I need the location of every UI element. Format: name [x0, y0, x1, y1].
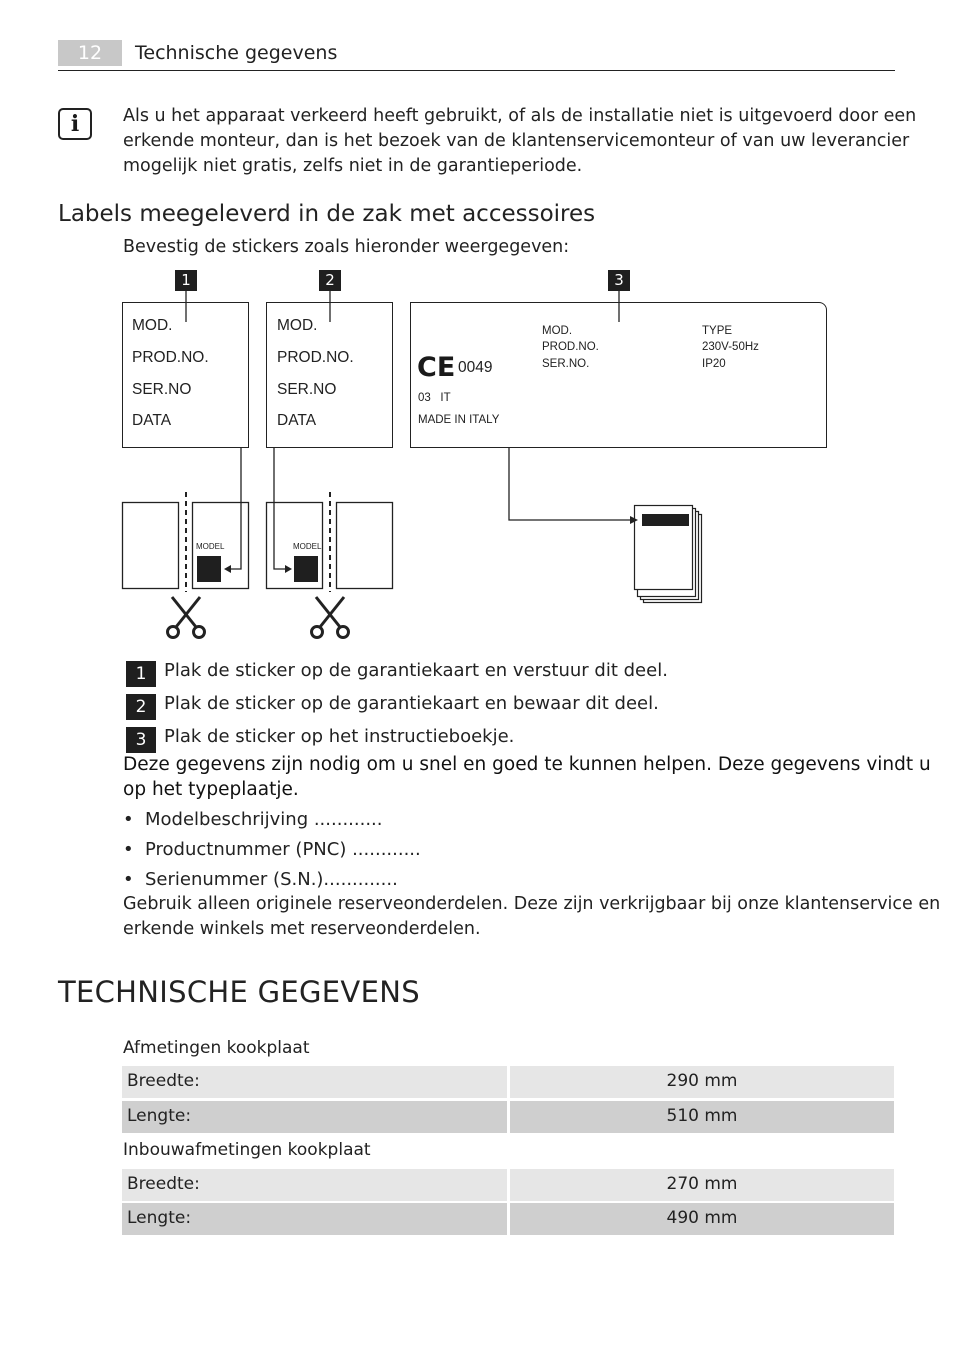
table-title: Afmetingen kookplaat [123, 1038, 310, 1058]
sticker-field: SER.NO [277, 381, 337, 398]
row-value: 490 mm [510, 1203, 894, 1235]
row-label: Breedte: [122, 1066, 507, 1098]
bullet-item: • Modelbeschrijving ............ [123, 809, 383, 830]
row-value: 510 mm [510, 1101, 894, 1133]
step-text: Plak de sticker op de garantiekaart en bewaar dit deel. [164, 693, 659, 714]
step-text: Plak de sticker op de garantiekaart en verstuur dit deel. [164, 660, 668, 681]
bullet-item: • Productnummer (PNC) ............ [123, 839, 421, 860]
page-number: 12 [58, 40, 122, 66]
plate-field: PROD.NO. [542, 341, 599, 353]
plate-field: 230V-50Hz [702, 341, 759, 353]
step-badge: 2 [126, 694, 156, 720]
year-country: 03 IT [418, 392, 451, 404]
table-row [122, 1169, 894, 1201]
sticker-field: MOD. [277, 317, 318, 334]
sticker-field: PROD.NO. [277, 349, 354, 366]
ce-number: 0049 [458, 359, 493, 376]
marker-3: 3 [608, 270, 630, 291]
booklet-icon [635, 506, 702, 603]
sticker-field: DATA [132, 412, 172, 429]
plate-field: SER.NO. [542, 358, 590, 370]
scissors-icon [168, 597, 205, 638]
step-badge: 1 [126, 661, 156, 687]
info-icon: i [58, 108, 92, 140]
parts-line: Gebruik alleen originele reserveonderdelen. Deze zijn verkrijgbaar bij onze klantenservice en [123, 894, 941, 914]
step-badge: 3 [126, 727, 156, 753]
section-title: Technische gegevens [135, 42, 338, 64]
info-line: op het typeplaatje. [123, 779, 299, 800]
notice-line: Als u het apparaat verkeerd heeft gebruikt, of als de installatie niet is uitgevoerd door een [123, 106, 917, 126]
bullet-text: Serienummer (S.N.)............. [145, 869, 398, 890]
card-tag: MODEL [293, 542, 322, 551]
row-label: Lengte: [122, 1101, 507, 1133]
notice-line: mogelijk niet gratis, zelfs niet in de garantieperiode. [123, 156, 583, 176]
plate-field: MOD. [542, 325, 573, 337]
row-label: Lengte: [122, 1203, 507, 1235]
marker-2: 2 [319, 270, 341, 291]
bullet-text: Productnummer (PNC) ............ [145, 839, 421, 860]
info-line: Deze gegevens zijn nodig om u snel en goed te kunnen helpen. Deze gegevens vindt u [123, 754, 931, 775]
sticker-field: MOD. [132, 317, 173, 334]
plate-field: IP20 [702, 358, 726, 370]
sticker-field: SER.NO [132, 381, 192, 398]
origin-text: MADE IN ITALY [418, 414, 500, 426]
table-row [122, 1203, 894, 1235]
bullet-text: Modelbeschrijving ............ [145, 809, 383, 830]
ce-mark: CE [417, 352, 456, 383]
sticker-field: DATA [277, 412, 317, 429]
labels-intro: Bevestig de stickers zoals hieronder weergegeven: [123, 237, 570, 257]
bullet-item: • Serienummer (S.N.)............. [123, 869, 398, 890]
parts-line: erkende winkels met reserveonderdelen. [123, 919, 481, 939]
labels-heading: Labels meegeleverd in de zak met accessoires [58, 201, 596, 227]
row-label: Breedte: [122, 1169, 507, 1201]
marker-1: 1 [175, 270, 197, 291]
row-value: 270 mm [510, 1169, 894, 1201]
step-text: Plak de sticker op het instructieboekje. [164, 726, 515, 747]
sticker-field: PROD.NO. [132, 349, 209, 366]
table-row [122, 1101, 894, 1133]
card-tag: MODEL [196, 542, 225, 551]
plate-field: TYPE [702, 325, 733, 337]
scissors-icon [312, 597, 349, 638]
tech-heading: TECHNISCHE GEGEVENS [58, 975, 420, 1009]
row-value: 290 mm [510, 1066, 894, 1098]
sticker-diagram [0, 0, 954, 660]
table-title: Inbouwafmetingen kookplaat [123, 1140, 371, 1160]
table-row [122, 1066, 894, 1098]
notice-line: erkende monteur, dan is het bezoek van de klantenservicemonteur of van uw leverancier [123, 131, 910, 151]
